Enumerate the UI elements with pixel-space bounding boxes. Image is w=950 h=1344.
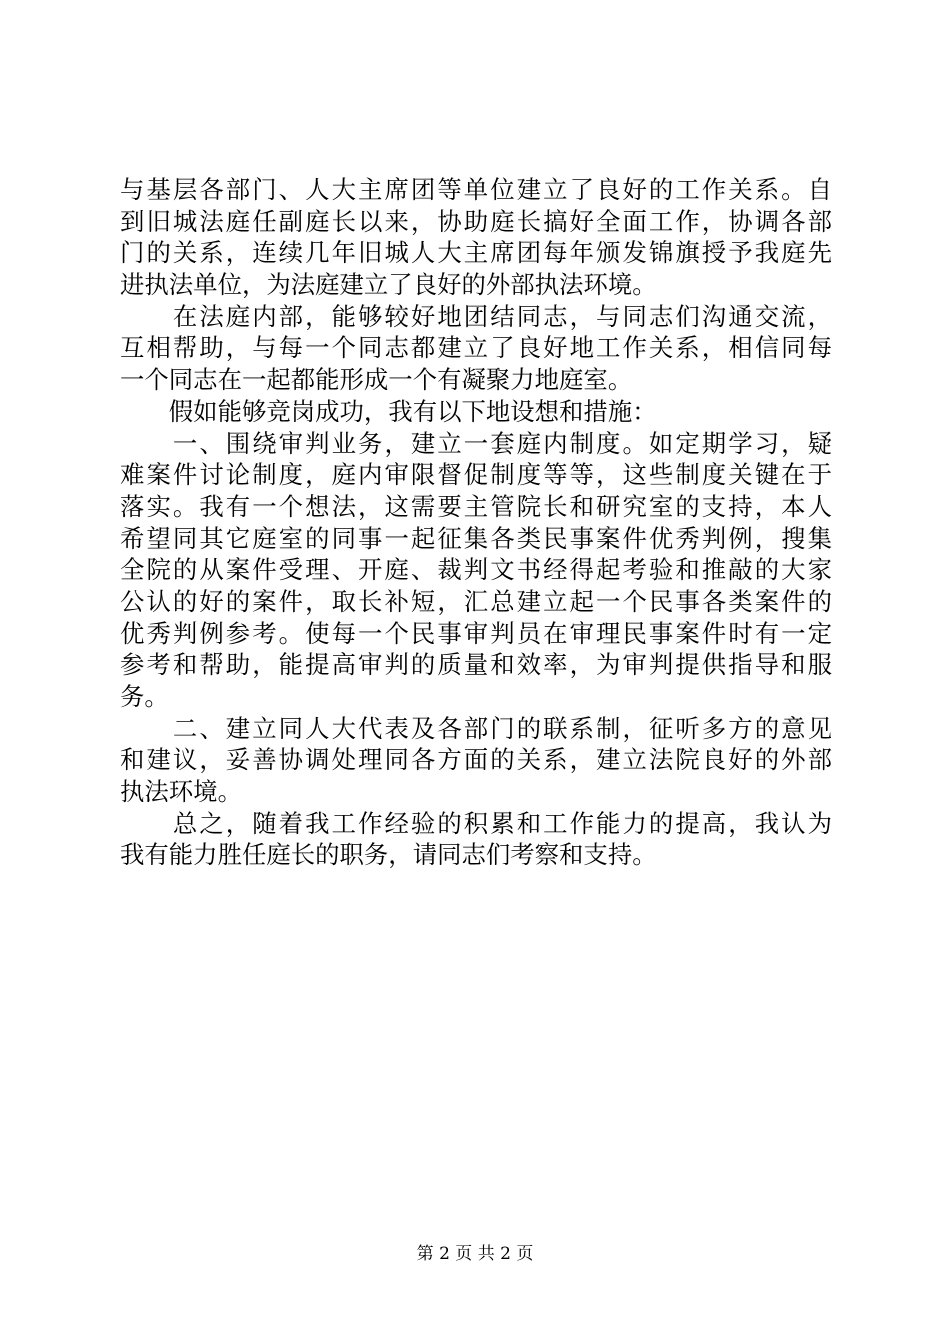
text-line: 和建议，妥善协调处理同各方面的关系，建立法院良好的外部	[120, 745, 832, 775]
text-line: 参考和帮助，能提高审判的质量和效率，为审判提供指导和服	[120, 650, 832, 680]
text-line: 二、建立同人大代表及各部门的联系制，征听多方的意见	[120, 713, 832, 743]
page-number-footer: 第 2 页 共 2 页	[416, 1244, 534, 1264]
text-line: 进执法单位，为法庭建立了良好的外部执法环境。	[120, 270, 657, 300]
paragraph	[120, 176, 832, 299]
paragraph	[120, 810, 832, 870]
text-line: 门的关系，连续几年旧城人大主席团每年颁发锦旗授予我庭先	[120, 238, 832, 268]
text-line: 优秀判例参考。使每一个民事审判员在审理民事案件时有一定	[120, 618, 832, 648]
paragraph	[120, 430, 832, 712]
text-line: 难案件讨论制度，庭内审限督促制度等等，这些制度关键在于	[120, 460, 832, 490]
paragraph	[120, 715, 832, 806]
text-line: 一、围绕审判业务，建立一套庭内制度。如定期学习，疑	[120, 428, 832, 458]
text-line: 全院的从案件受理、开庭、裁判文书经得起考验和推敲的大家	[120, 555, 832, 585]
text-line: 与基层各部门、人大主席团等单位建立了良好的工作关系。自	[120, 175, 832, 204]
text-line: 到旧城法庭任副庭长以来，协助庭长搞好全面工作，协调各部	[120, 206, 832, 236]
text-line: 一个同志在一起都能形成一个有凝聚力地庭室。	[120, 365, 633, 395]
paragraph	[120, 398, 832, 426]
text-line: 务。	[120, 682, 169, 711]
text-line: 假如能够竞岗成功，我有以下地设想和措施：	[120, 396, 657, 426]
text-line: 总之，随着我工作经验的积累和工作能力的提高，我认为	[120, 808, 832, 838]
text-line: 落实。我有一个想法，这需要主管院长和研究室的支持，本人	[120, 491, 832, 521]
text-line: 公认的好的案件，取长补短，汇总建立起一个民事各类案件的	[120, 586, 832, 616]
paragraph	[120, 303, 832, 394]
text-line: 执法环境。	[120, 777, 242, 807]
document-body	[120, 176, 832, 873]
text-line: 我有能力胜任庭长的职务，请同志们考察和支持。	[120, 840, 657, 870]
text-line: 希望同其它庭室的同事一起征集各类民事案件优秀判例，搜集	[120, 523, 832, 553]
text-line: 在法庭内部，能够较好地团结同志，与同志们沟通交流，	[120, 301, 832, 331]
text-line: 互相帮助，与每一个同志都建立了良好地工作关系，相信同每	[120, 333, 832, 363]
